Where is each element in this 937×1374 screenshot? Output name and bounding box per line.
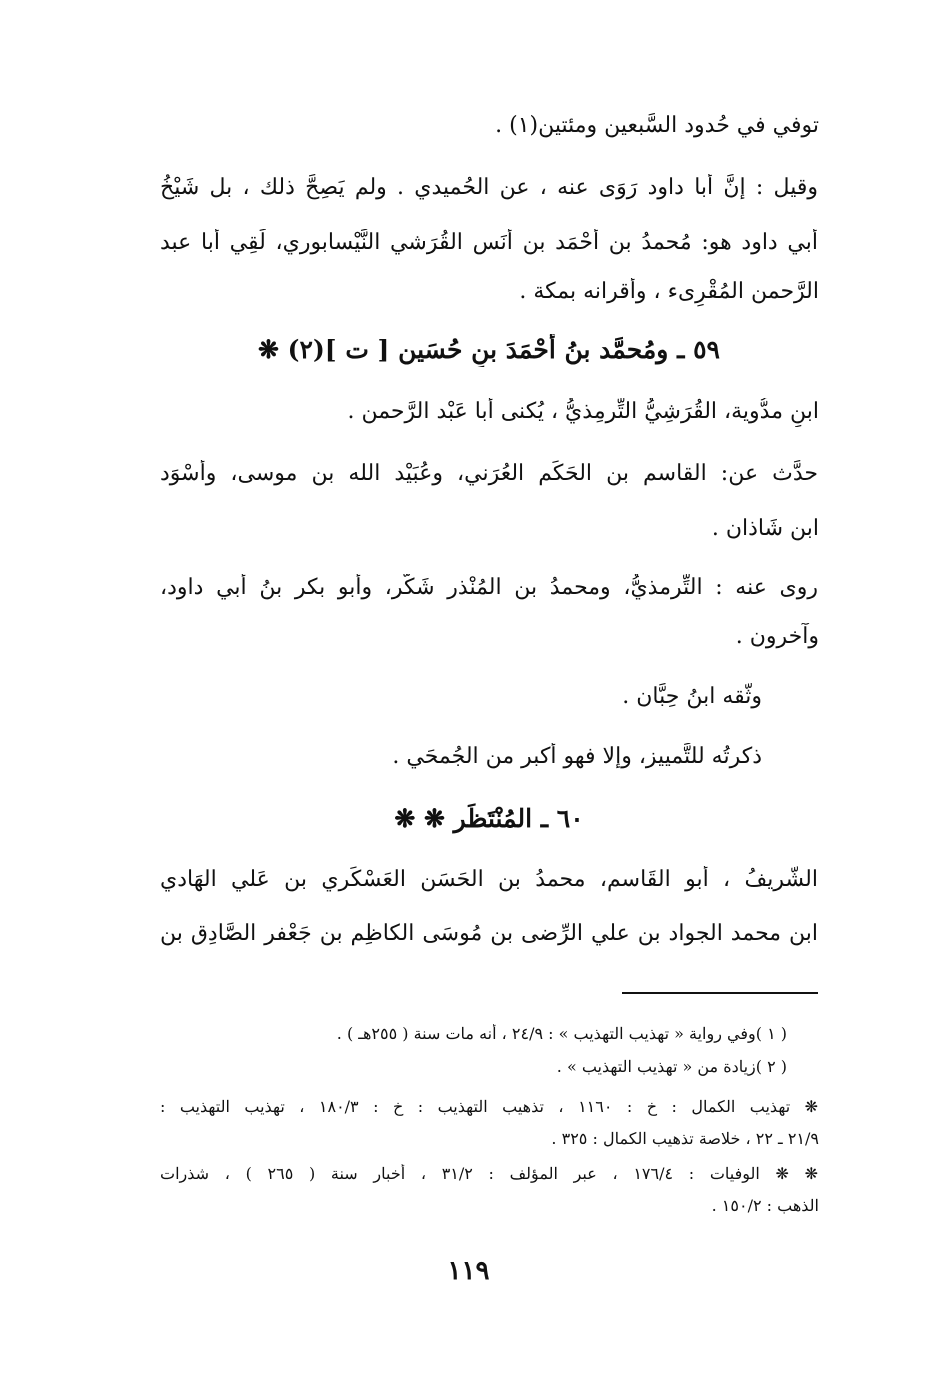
text-line: الشَّريفُ ، أبو القَاسم، محمدُ بن الحَسَن العَسْكَري بن عَلي الهَادي <box>160 867 818 892</box>
text-line: وآخرون . <box>735 624 819 649</box>
footnote: ❋ ❋ الوفيات : ١٧٦/٤ ، عبر المؤلف : ٣١/٢ ، أخبار سنة ( ٢٦٥ ) ، شذرات <box>160 1164 818 1183</box>
page-number: ١١٩ <box>447 1256 490 1286</box>
text-line: ابنِ مدُّوية، القُرَشِيُّ التِّرمِذيُّ ، يُكنى أبا عَبْد الرَّحمن . <box>347 399 819 424</box>
entry-heading: ٦٠ ـ المُنْتَظَر ❋ ❋ <box>394 804 584 833</box>
text-line: أبي داود هو: مُحمدُ بن أحْمَد بن أَنَس القُرَشي النَّيْسابوري، لَقِي أبا عبد <box>160 230 818 255</box>
text-line: وقيل : إنَّ أبا داود رَوَى عنه ، عن الحُميدي . ولم يَصِحَّ ذلك ، بل شَيْخُ <box>160 175 818 200</box>
text-line: ذكرتُه للتَّمييز، وإلا فهو أكبر من الجُمحَي . <box>392 744 762 769</box>
entry-heading: ٥٩ ـ ومُحمَّد بنُ أحْمَدَ بنِ حُسَين [ ت ](٢) ❋ <box>258 335 720 364</box>
footnote: ❋ تهذيب الكمال : خ : ١١٦٠ ، تذهيب التهذيب : خ : ١٨٠/٣ ، تهذيب التهذيب : <box>160 1097 818 1116</box>
text-line: توفي في حُدود السَّبعين ومئتين(١) . <box>495 113 819 138</box>
text-line: الرَّحمن المُقْرِىء ، وأقرانه بمكة . <box>519 279 819 304</box>
text-line: ابن شَاذان . <box>711 516 819 541</box>
footnote-rule <box>622 992 818 994</box>
text-line: ابن محمد الجواد بن علي الرِّضى بن مُوسَى الكاظِم بن جَعْفر الصَّادِق بن <box>160 921 818 946</box>
text-line: حدَّث عن: القاسم بن الحَكَم العُرَني، وعُبَيْد الله بن موسى، وأسْوَد <box>160 461 818 486</box>
footnote: ( ٢ )زيادة من « تهذيب التهذيب » . <box>556 1057 787 1076</box>
footnote: ( ١ )وفي رواية « تهذيب التهذيب » : ٢٤/٩ ، أنه مات سنة ( ٢٥٥هـ ) . <box>336 1024 787 1043</box>
text-line: وثَّقه ابنُ حِبَّان . <box>622 684 762 709</box>
text-line: روى عنه : التِّرمذيُّ، ومحمدُ بن المُنْذر شَكَّر، وأبو بكر بنُ أبي داود، <box>160 575 818 600</box>
footnote: ٢١/٩ ـ ٢٢ ، خلاصة تذهيب الكمال : ٣٢٥ . <box>551 1129 819 1148</box>
footnote: الذهب : ١٥٠/٢ . <box>711 1196 819 1215</box>
